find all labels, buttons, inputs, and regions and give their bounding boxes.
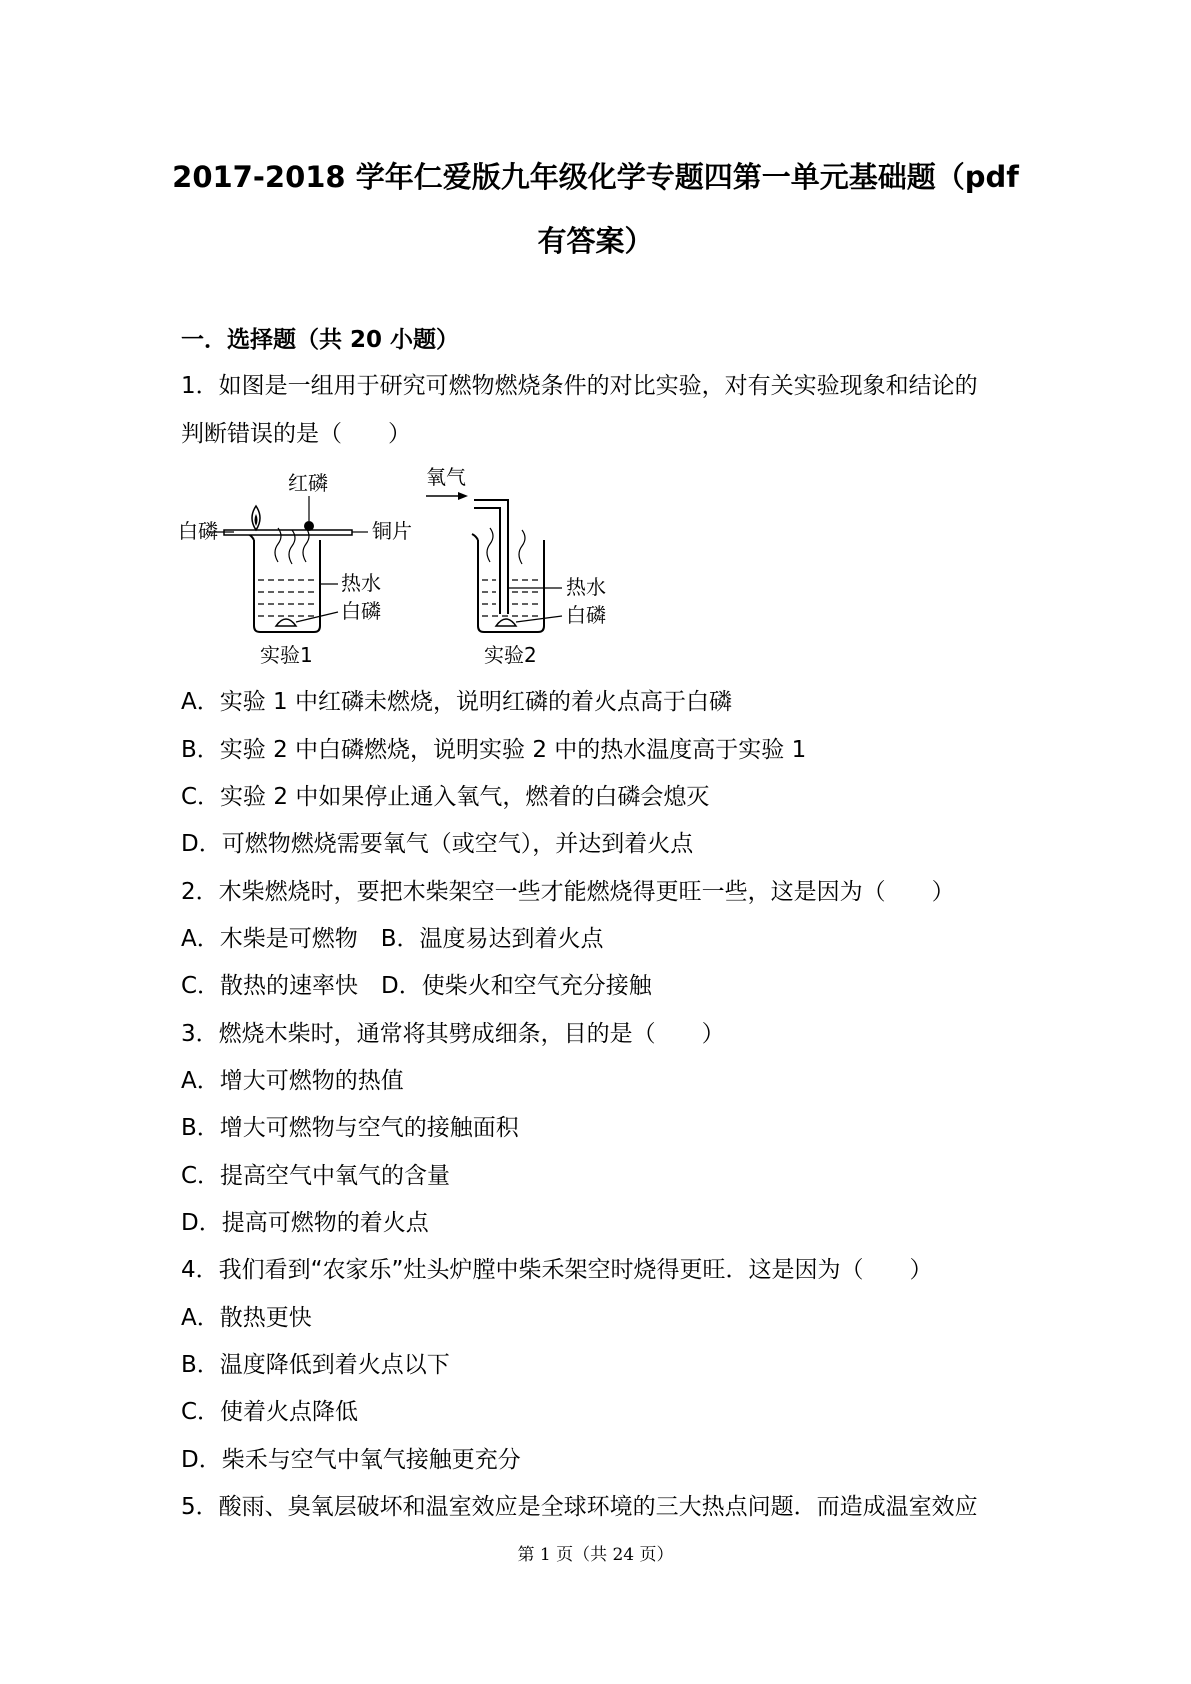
section-heading: 一．选择题（共 20 小题） <box>181 327 460 353</box>
question-1-option-d: D．可燃物燃烧需要氧气（或空气），并达到着火点 <box>181 831 694 857</box>
label-oxygen: 氧气 <box>426 466 466 489</box>
question-1-option-b: B．实验 2 中白磷燃烧，说明实验 2 中的热水温度高于实验 1 <box>181 737 807 763</box>
question-4-stem: 4．我们看到“农家乐”灶头炉膛中柴禾架空时烧得更旺．这是因为（ ） <box>181 1257 933 1283</box>
question-1-line-1: 1．如图是一组用于研究可燃物燃烧条件的对比实验，对有关实验现象和结论的 <box>181 373 978 399</box>
document-title-line-2: 有答案） <box>537 224 654 258</box>
label-white-phosphorus-top: 白磷 <box>178 519 218 543</box>
question-1-line-2: 判断错误的是（ ） <box>181 421 411 447</box>
caption-experiment-1: 实验1 <box>260 643 313 667</box>
question-3-option-d: D．提高可燃物的着火点 <box>181 1210 429 1236</box>
question-1-option-a: A．实验 1 中红磷未燃烧，说明红磷的着火点高于白磷 <box>181 689 732 715</box>
question-5-stem: 5．酸雨、臭氧层破坏和温室效应是全球环境的三大热点问题．而造成温室效应 <box>181 1494 978 1520</box>
question-2-stem: 2．木柴燃烧时，要把木柴架空一些才能燃烧得更旺一些，这是因为（ ） <box>181 879 955 905</box>
label-white-phosphorus-bottom: 白磷 <box>341 599 381 623</box>
page-footer: 第 1 页（共 24 页） <box>517 1545 674 1565</box>
question-3-option-a: A．增大可燃物的热值 <box>181 1068 404 1094</box>
question-4-option-c: C．使着火点降低 <box>181 1399 359 1425</box>
question-2-options-cd: C．散热的速率快 D．使柴火和空气充分接触 <box>181 973 652 999</box>
label-red-phosphorus: 红磷 <box>288 471 328 495</box>
question-4-option-a: A．散热更快 <box>181 1305 312 1331</box>
label-white-phosphorus-2: 白磷 <box>566 603 606 627</box>
question-2-options-ab: A．木柴是可燃物 B．温度易达到着火点 <box>181 926 604 952</box>
question-1-option-c: C．实验 2 中如果停止通入氧气，燃着的白磷会熄灭 <box>181 784 710 810</box>
experiment-2-diagram <box>426 492 562 632</box>
question-4-option-d: D．柴禾与空气中氧气接触更充分 <box>181 1447 521 1473</box>
question-4-option-b: B．温度降低到着火点以下 <box>181 1352 450 1378</box>
document-title-line-1: 2017-2018 学年仁爱版九年级化学专题四第一单元基础题（pdf <box>172 160 1019 194</box>
experiment-figure <box>178 466 658 676</box>
label-copper-sheet: 铜片 <box>372 519 412 543</box>
question-3-stem: 3．燃烧木柴时，通常将其劈成细条，目的是（ ） <box>181 1021 725 1047</box>
caption-experiment-2: 实验2 <box>484 643 537 667</box>
label-hot-water-1: 热水 <box>341 571 381 595</box>
question-3-option-b: B．增大可燃物与空气的接触面积 <box>181 1115 519 1141</box>
question-3-option-c: C．提高空气中氧气的含量 <box>181 1163 451 1189</box>
label-hot-water-2: 热水 <box>566 575 606 599</box>
